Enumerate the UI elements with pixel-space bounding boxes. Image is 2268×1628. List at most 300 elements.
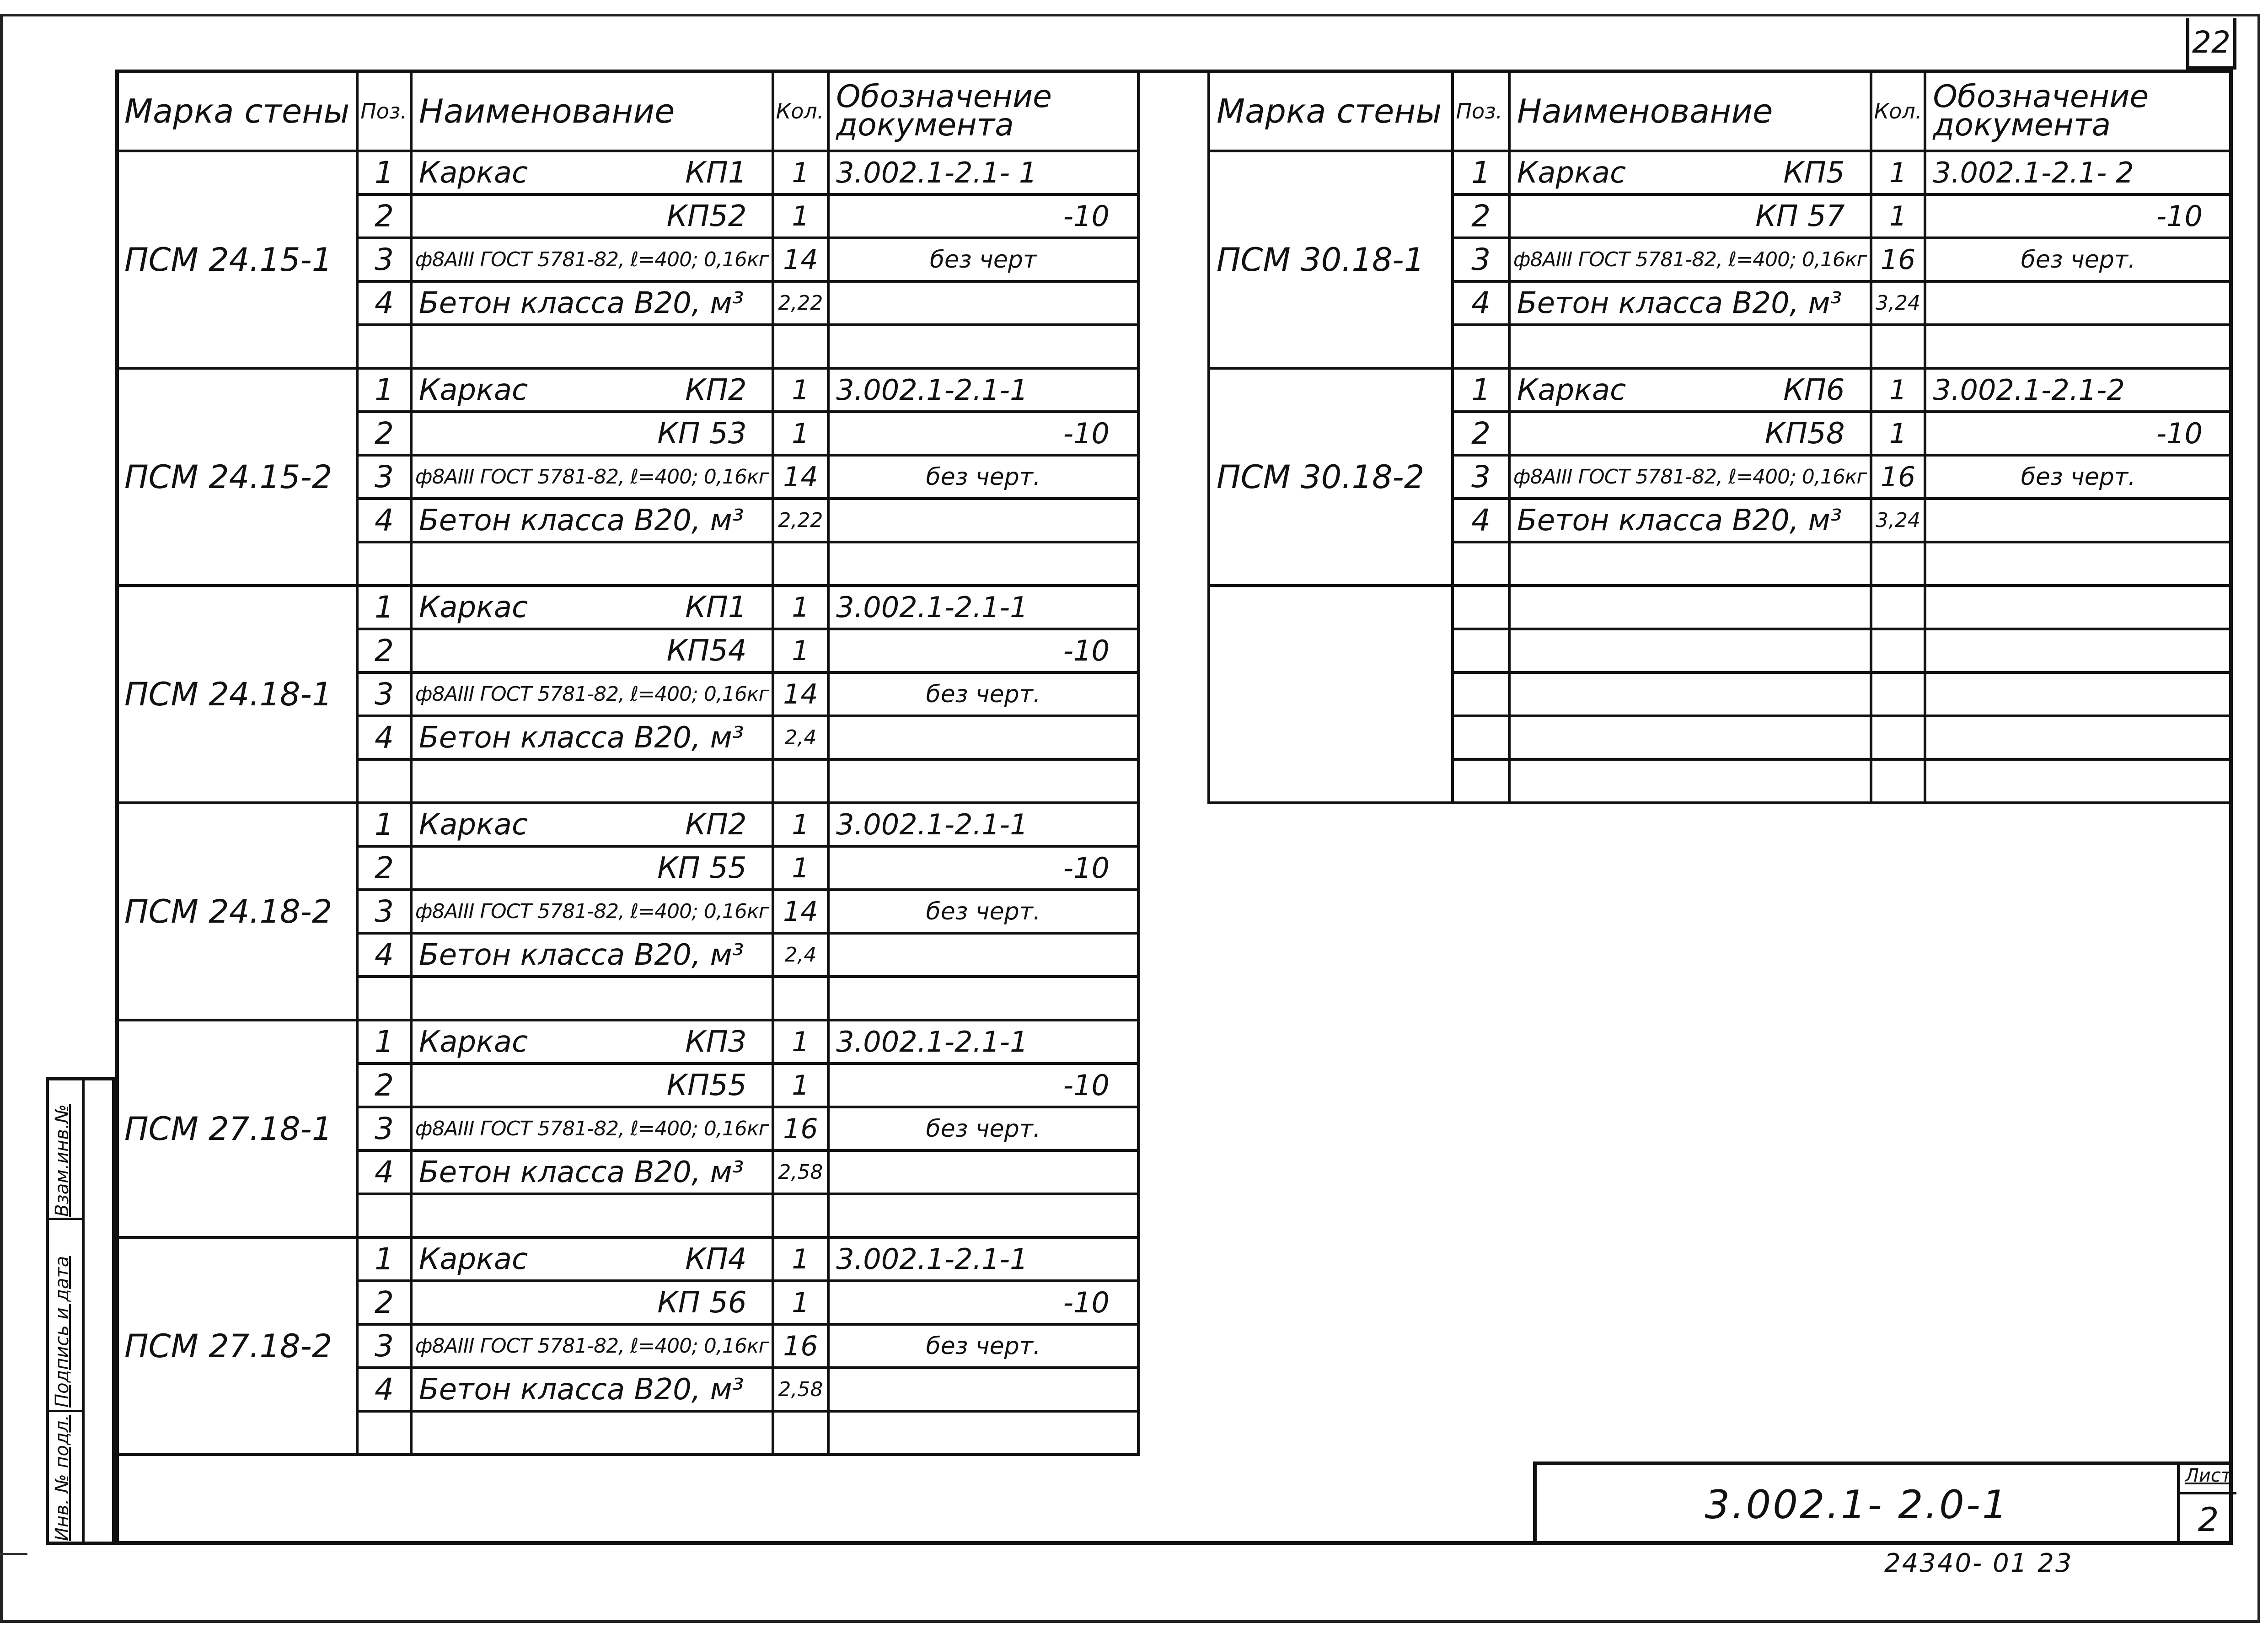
header-name: Наименование (1509, 71, 1871, 151)
empty-cell (411, 977, 773, 1020)
name-content (1517, 199, 1863, 233)
quantity-cell: 16 (773, 1324, 829, 1368)
quantity-cell: 2,22 (773, 499, 829, 542)
empty-cell (1871, 542, 1925, 586)
name-cell (411, 1281, 773, 1324)
position-cell: 1 (1453, 151, 1509, 194)
name-content (419, 156, 765, 190)
empty-cell (1453, 325, 1509, 368)
name-cell (411, 1368, 773, 1411)
empty-cell (411, 1411, 773, 1455)
item-code: КП3 (685, 1025, 747, 1059)
empty-cell (357, 542, 411, 586)
name-content (419, 1242, 765, 1276)
position-cell: 2 (357, 846, 411, 890)
inventory-stub (46, 1077, 115, 1545)
header-doc-line2: документа (836, 107, 1014, 143)
name-cell (411, 151, 773, 194)
quantity-cell: 1 (1871, 368, 1925, 412)
document-cell: без черт (828, 238, 1138, 281)
document-cell: -10 (1925, 194, 2231, 238)
document-cell: без черт. (828, 672, 1138, 716)
empty-cell (357, 1194, 411, 1237)
empty-cell (773, 759, 829, 803)
top-sheet-number: 22 (2186, 18, 2236, 70)
quantity-cell: 16 (1871, 238, 1925, 281)
document-cell (1925, 499, 2231, 542)
item-name: Каркас (418, 590, 528, 624)
position-cell: 1 (357, 586, 411, 629)
document-cell: -10 (828, 1064, 1138, 1107)
name-content (1517, 373, 1863, 407)
empty-cell (1925, 716, 2231, 759)
item-name: Бетон класса В20, м³ (418, 720, 744, 755)
item-code: КП6 (1783, 373, 1845, 407)
item-name: ф8АIII ГОСТ 5781-82, ℓ=400; 0,16кг (1513, 465, 1867, 489)
quantity-cell: 16 (1871, 455, 1925, 499)
quantity-cell: 14 (773, 890, 829, 933)
quantity-cell: 3,24 (1871, 499, 1925, 542)
empty-cell (1509, 586, 1871, 629)
sheet-number: 2 (2198, 1500, 2219, 1539)
item-name: ф8АIII ГОСТ 5781-82, ℓ=400; 0,16кг (415, 248, 769, 271)
name-content (419, 504, 765, 537)
document-cell: без черт. (1925, 455, 2231, 499)
item-code: КП4 (685, 1242, 747, 1276)
position-cell: 3 (357, 1324, 411, 1368)
position-cell: 4 (357, 1368, 411, 1411)
name-cell (1509, 151, 1871, 194)
document-cell (1925, 281, 2231, 325)
name-content (419, 851, 765, 885)
quantity-cell: 1 (773, 1020, 829, 1064)
item-name: ф8АIII ГОСТ 5781-82, ℓ=400; 0,16кг (415, 1117, 769, 1140)
name-content (419, 808, 765, 842)
table-row (117, 1237, 1138, 1281)
stub-divider (82, 1080, 85, 1542)
name-content (415, 1117, 769, 1140)
name-content (415, 248, 769, 271)
empty-cell (1925, 629, 2231, 672)
empty-cell (357, 325, 411, 368)
empty-mark-cell (1209, 586, 1453, 803)
position-cell: 3 (357, 1107, 411, 1150)
empty-cell (1871, 759, 1925, 803)
quantity-cell: 1 (773, 151, 829, 194)
document-cell: 3.002.1-2.1- 2 (1925, 151, 2231, 194)
wall-mark: ПСМ 24.15-2 (117, 368, 357, 586)
quantity-cell: 1 (773, 368, 829, 412)
quantity-cell: 1 (773, 629, 829, 672)
quantity-cell: 2,4 (773, 716, 829, 759)
wall-mark: ПСМ 24.18-1 (117, 586, 357, 803)
table-row (117, 586, 1138, 629)
empty-cell (828, 1411, 1138, 1455)
name-content (415, 1334, 769, 1358)
position-cell: 2 (357, 1281, 411, 1324)
position-cell: 4 (357, 1150, 411, 1194)
item-name: ф8АIII ГОСТ 5781-82, ℓ=400; 0,16кг (415, 900, 769, 923)
item-name: ф8АIII ГОСТ 5781-82, ℓ=400; 0,16кг (415, 1334, 769, 1358)
empty-cell (1925, 672, 2231, 716)
position-cell: 4 (357, 716, 411, 759)
quantity-cell: 1 (1871, 194, 1925, 238)
position-cell: 3 (1453, 455, 1509, 499)
empty-cell (1925, 325, 2231, 368)
empty-cell (357, 1411, 411, 1455)
document-cell (828, 281, 1138, 325)
name-cell (411, 586, 773, 629)
empty-cell (411, 542, 773, 586)
header-doc-line1: Обозначение (1933, 78, 2149, 115)
name-content (419, 417, 765, 451)
document-cell: 3.002.1-2.1- 1 (828, 151, 1138, 194)
table-row (1209, 151, 2231, 194)
item-code: КП58 (1764, 416, 1845, 451)
wall-mark: ПСМ 27.18-2 (117, 1237, 357, 1455)
sheet-label: Лист (2180, 1465, 2236, 1494)
position-cell: 4 (357, 281, 411, 325)
quantity-cell: 16 (773, 1107, 829, 1150)
name-cell (411, 716, 773, 759)
stub-label-replacement: Взам.инв.№ (52, 1104, 73, 1217)
item-name: Бетон класса В20, м³ (418, 1372, 744, 1407)
empty-cell (773, 542, 829, 586)
empty-cell (1509, 672, 1871, 716)
position-cell: 1 (1453, 368, 1509, 412)
empty-cell (1871, 586, 1925, 629)
empty-cell (828, 1194, 1138, 1237)
position-cell: 3 (357, 455, 411, 499)
stub-cell-inventory (49, 1412, 82, 1545)
stub-label-inventory: Инв. № подл. (52, 1415, 73, 1541)
empty-cell (1509, 629, 1871, 672)
item-code: КП 57 (1755, 199, 1845, 233)
document-cell: без черт. (828, 1107, 1138, 1150)
empty-cell (1453, 716, 1509, 759)
table-row (117, 368, 1138, 412)
position-cell: 2 (357, 194, 411, 238)
item-name: Каркас (1517, 373, 1626, 407)
empty-cell (828, 977, 1138, 1020)
item-code: КП2 (685, 373, 747, 407)
position-cell: 4 (1453, 499, 1509, 542)
name-cell (411, 1150, 773, 1194)
right-spec-table (1207, 70, 2233, 804)
position-cell: 4 (1453, 281, 1509, 325)
document-cell (828, 933, 1138, 977)
item-code: КП52 (666, 199, 747, 233)
name-content (1513, 248, 1867, 271)
quantity-cell: 1 (1871, 151, 1925, 194)
empty-cell (773, 1411, 829, 1455)
stub-label-signature: Подпись и дата (52, 1256, 73, 1408)
position-cell: 2 (357, 629, 411, 672)
quantity-cell: 1 (773, 1281, 829, 1324)
empty-cell (773, 1194, 829, 1237)
name-cell (411, 846, 773, 890)
name-content (419, 286, 765, 320)
position-cell: 3 (1453, 238, 1509, 281)
item-name: Каркас (418, 156, 528, 190)
item-code: КП5 (1783, 156, 1845, 190)
document-cell: 3.002.1-2.1-1 (828, 1020, 1138, 1064)
name-content (419, 1286, 765, 1320)
name-content (419, 591, 765, 624)
header-doc-line1: Обозначение (836, 78, 1052, 115)
item-code: КП54 (666, 634, 747, 668)
document-cell: 3.002.1-2.1-2 (1925, 368, 2231, 412)
document-cell: без черт. (1925, 238, 2231, 281)
name-content (419, 938, 765, 972)
name-cell (1509, 499, 1871, 542)
quantity-cell: 2,4 (773, 933, 829, 977)
item-name: Каркас (1517, 156, 1626, 190)
name-content (415, 900, 769, 923)
document-cell: 3.002.1-2.1-1 (828, 1237, 1138, 1281)
name-cell (411, 803, 773, 846)
quantity-cell: 1 (1871, 412, 1925, 455)
header-mark: Марка стены (1209, 71, 1453, 151)
name-content (419, 634, 765, 668)
header-pos: Поз. (1453, 71, 1509, 151)
empty-cell (1453, 586, 1509, 629)
position-cell: 1 (357, 803, 411, 846)
item-code: КП1 (685, 156, 747, 190)
item-name: Бетон класса В20, м³ (418, 938, 744, 972)
table-row (1209, 368, 2231, 412)
name-content (1517, 286, 1863, 320)
quantity-cell: 14 (773, 238, 829, 281)
name-cell (411, 1324, 773, 1368)
name-content (415, 465, 769, 489)
empty-cell (1871, 716, 1925, 759)
quantity-cell: 1 (773, 846, 829, 890)
document-code: 3.002.1- 2.0-1 (1705, 1482, 2009, 1528)
document-cell: 3.002.1-2.1-1 (828, 803, 1138, 846)
name-cell (411, 629, 773, 672)
quantity-cell: 2,58 (773, 1150, 829, 1194)
position-cell: 2 (1453, 194, 1509, 238)
position-cell: 1 (357, 151, 411, 194)
header-pos: Поз. (357, 71, 411, 151)
title-block (1533, 1461, 2233, 1545)
document-cell: -10 (828, 629, 1138, 672)
item-name: Бетон класса В20, м³ (418, 286, 744, 320)
quantity-cell: 1 (773, 803, 829, 846)
item-name: Бетон класса В20, м³ (1517, 286, 1842, 320)
table-row (117, 151, 1138, 194)
name-content (415, 682, 769, 706)
position-cell: 2 (357, 1064, 411, 1107)
stub-cell-replacement (49, 1080, 82, 1220)
quantity-cell: 2,58 (773, 1368, 829, 1411)
quantity-cell: 1 (773, 194, 829, 238)
name-content (419, 721, 765, 755)
document-cell: -10 (828, 1281, 1138, 1324)
quantity-cell: 3,24 (1871, 281, 1925, 325)
position-cell: 3 (357, 238, 411, 281)
wall-mark: ПСМ 30.18-1 (1209, 151, 1453, 368)
name-cell (411, 499, 773, 542)
empty-cell (1509, 759, 1871, 803)
quantity-cell: 2,22 (773, 281, 829, 325)
empty-cell (1509, 325, 1871, 368)
empty-cell (828, 759, 1138, 803)
header-name: Наименование (411, 71, 773, 151)
name-content (419, 1155, 765, 1189)
position-cell: 4 (357, 499, 411, 542)
name-cell (411, 412, 773, 455)
empty-cell (773, 977, 829, 1020)
position-cell: 2 (1453, 412, 1509, 455)
name-content (419, 1069, 765, 1102)
name-content (1513, 465, 1867, 489)
document-cell (828, 716, 1138, 759)
document-cell: без черт. (828, 455, 1138, 499)
item-code: КП55 (666, 1068, 747, 1102)
name-content (419, 1373, 765, 1407)
quantity-cell: 1 (773, 1237, 829, 1281)
name-cell (411, 1020, 773, 1064)
header-qty: Кол. (773, 71, 829, 151)
wall-mark: ПСМ 24.18-2 (117, 803, 357, 1020)
position-cell: 4 (357, 933, 411, 977)
name-content (1517, 156, 1863, 190)
item-name: Каркас (418, 1242, 528, 1276)
empty-cell (411, 1194, 773, 1237)
name-content (419, 1025, 765, 1059)
table-row (117, 1020, 1138, 1064)
empty-cell (1453, 542, 1509, 586)
header-row (1209, 71, 2231, 151)
empty-cell (1509, 542, 1871, 586)
item-name: Каркас (418, 1025, 528, 1059)
empty-cell (773, 325, 829, 368)
empty-cell (411, 325, 773, 368)
wall-mark: ПСМ 27.18-1 (117, 1020, 357, 1237)
item-name: Каркас (418, 373, 528, 407)
header-doc (1925, 71, 2231, 151)
header-doc (828, 71, 1138, 151)
left-edge-tick (0, 1553, 27, 1555)
stub-cell-signature (49, 1220, 82, 1412)
empty-cell (1871, 672, 1925, 716)
empty-cell (1925, 759, 2231, 803)
item-code: КП 53 (657, 416, 747, 451)
name-cell (1509, 238, 1871, 281)
footer-code: 24340- 01 23 (1884, 1548, 2073, 1578)
quantity-cell: 14 (773, 455, 829, 499)
name-cell (411, 1107, 773, 1150)
item-name: Бетон класса В20, м³ (418, 1155, 744, 1189)
name-cell (411, 238, 773, 281)
name-cell (411, 890, 773, 933)
quantity-cell: 1 (773, 586, 829, 629)
position-cell: 1 (357, 368, 411, 412)
wall-mark: ПСМ 24.15-1 (117, 151, 357, 368)
name-content (1517, 504, 1863, 537)
name-cell (411, 672, 773, 716)
header-qty: Кол. (1871, 71, 1925, 151)
name-cell (411, 281, 773, 325)
document-cell: без черт. (828, 1324, 1138, 1368)
header-doc-line2: документа (1933, 107, 2111, 143)
item-name: Бетон класса В20, м³ (1517, 503, 1842, 537)
document-cell (828, 1150, 1138, 1194)
empty-cell (1871, 325, 1925, 368)
name-content (419, 199, 765, 233)
name-cell (411, 933, 773, 977)
item-name: ф8АIII ГОСТ 5781-82, ℓ=400; 0,16кг (1513, 248, 1867, 271)
document-cell: -10 (828, 412, 1138, 455)
position-cell: 1 (357, 1237, 411, 1281)
empty-cell (828, 542, 1138, 586)
item-name: Бетон класса В20, м³ (418, 503, 744, 537)
quantity-cell: 1 (773, 1064, 829, 1107)
empty-cell (357, 759, 411, 803)
document-cell: -10 (828, 846, 1138, 890)
wall-mark: ПСМ 30.18-2 (1209, 368, 1453, 586)
document-cell: 3.002.1-2.1-1 (828, 368, 1138, 412)
position-cell: 3 (357, 890, 411, 933)
name-cell (411, 368, 773, 412)
quantity-cell: 14 (773, 672, 829, 716)
name-cell (1509, 455, 1871, 499)
name-cell (1509, 194, 1871, 238)
name-cell (1509, 412, 1871, 455)
empty-cell (1509, 716, 1871, 759)
name-cell (411, 455, 773, 499)
empty-cell (1925, 586, 2231, 629)
empty-cell (1453, 629, 1509, 672)
item-code: КП2 (685, 807, 747, 842)
quantity-cell: 1 (773, 412, 829, 455)
document-cell: -10 (1925, 412, 2231, 455)
item-name: Каркас (418, 807, 528, 842)
name-content (419, 373, 765, 407)
item-name: ф8АIII ГОСТ 5781-82, ℓ=400; 0,16кг (415, 682, 769, 706)
document-cell: без черт. (828, 890, 1138, 933)
left-spec-table (115, 70, 1140, 1456)
position-cell: 3 (357, 672, 411, 716)
name-content (1517, 417, 1863, 451)
name-cell (1509, 281, 1871, 325)
item-code: КП 56 (657, 1285, 747, 1320)
table-row (117, 803, 1138, 846)
name-cell (411, 1237, 773, 1281)
empty-cell (1453, 759, 1509, 803)
item-code: КП 55 (657, 851, 747, 885)
sheet-box (2177, 1465, 2236, 1545)
empty-cell (828, 325, 1138, 368)
empty-cell (357, 977, 411, 1020)
document-cell (828, 1368, 1138, 1411)
item-code: КП1 (685, 590, 747, 624)
name-cell (1509, 368, 1871, 412)
document-cell (828, 499, 1138, 542)
header-row (117, 71, 1138, 151)
document-cell: 3.002.1-2.1-1 (828, 586, 1138, 629)
empty-row (1209, 586, 2231, 629)
name-cell (411, 194, 773, 238)
item-name: ф8АIII ГОСТ 5781-82, ℓ=400; 0,16кг (415, 465, 769, 489)
header-mark: Марка стены (117, 71, 357, 151)
empty-cell (1925, 542, 2231, 586)
empty-cell (411, 759, 773, 803)
empty-cell (1871, 629, 1925, 672)
empty-cell (1453, 672, 1509, 716)
